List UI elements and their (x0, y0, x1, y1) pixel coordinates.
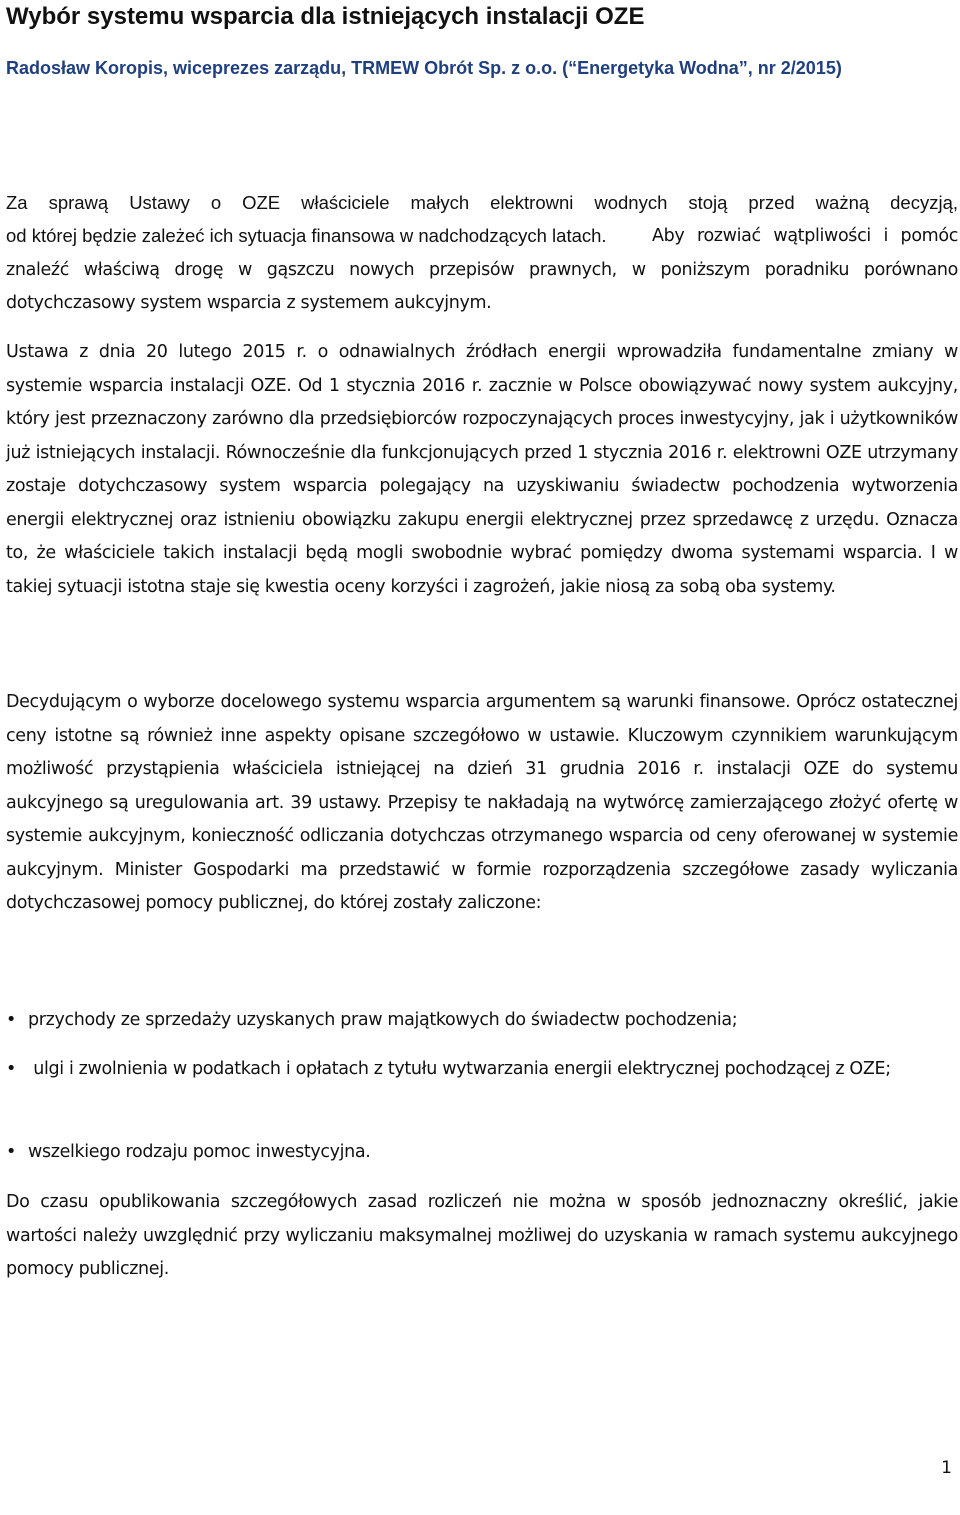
bullet-icon: • (6, 1142, 16, 1162)
paragraph-do-czasu: Do czasu opublikowania szczegółowych zasad rozliczeń nie można w sposób jednoznaczny określić, jakie wartości należy uwzględnić przy wyliczaniu maksymalnej możliwej do uzyskania w ramach systemu aukcyjnego pomocy publicznej. (6, 1192, 958, 1279)
bullet-icon: • (6, 1059, 16, 1079)
bullet-icon: • (6, 1010, 16, 1030)
list-item (6, 1136, 958, 1170)
list-item (6, 1053, 958, 1087)
document-page (6, 0, 958, 1515)
paragraph-aby-text: Aby rozwiać wątpliwości i pomóc znaleźć właściwą drogę w gąszczu nowych przepisów prawnych, w poniższym poradniku porównano dotychczasowy system wsparcia z systemem aukcyjnym. (6, 226, 958, 313)
article-title: Wybór systemu wsparcia dla istniejących instalacji OZE (6, 3, 645, 30)
list-item-text: ulgi i zwolnienia w podatkach i opłatach z tytułu wytwarzania energii elektrycznej pochodzącej z OZE; (28, 1059, 891, 1079)
lead-line-1: Za sprawą Ustawy o OZE właściciele małych elektrowni wodnych stoją przed ważną decyzją, (6, 192, 958, 213)
list-item (6, 1004, 958, 1038)
page-number: 1 (941, 1458, 952, 1478)
article-byline: Radosław Koropis, wiceprezes zarządu, TRMEW Obrót Sp. z o.o. (“Energetyka Wodna”, nr 2/2015) (6, 58, 842, 78)
list-item-text: wszelkiego rodzaju pomoc inwestycyjna. (28, 1142, 371, 1162)
paragraph-aby-rozwiac (6, 220, 958, 321)
lead-line-2: od której będzie zależeć ich sytuacja finansowa w nadchodzących latach. (6, 225, 607, 246)
paragraph-ustawa: Ustawa z dnia 20 lutego 2015 r. o odnawialnych źródłach energii wprowadziła fundamentalne zmiany w systemie wsparcia instalacji OZE. Od 1 stycznia 2016 r. zacznie w Polsce obowiązywać nowy system aukcyjny, który jest przeznaczony zarówno dla przedsiębiorców rozpoczynających proces inwestycyjny, jak i użytkowników już istniejących instalacji. Równocześnie dla funkcjonujących przed 1 stycznia 2016 r. elektrowni OZE utrzymany zostaje dotychczasowy system wsparcia polegający na uzyskiwaniu świadectw pochodzenia wytworzenia energii elektrycznej oraz istnieniu obowiązku zakupu energii elektrycznej przez sprzedawcę z urzędu. Oznacza to, że właściciele takich instalacji będą mogli swobodnie wybrać pomiędzy dwoma systemami wsparcia. I w takiej sytuacji istotna staje się kwestia oceny korzyści i zagrożeń, jakie niosą za sobą oba systemy. (6, 342, 958, 597)
list-item-text: przychody ze sprzedaży uzyskanych praw majątkowych do świadectw pochodzenia; (28, 1010, 738, 1030)
paragraph-decydujacym: Decydującym o wyborze docelowego systemu wsparcia argumentem są warunki finansowe. Oprócz ostatecznej ceny istotne są również inne aspekty opisane szczegółowo w ustawie. Kluczowym czynnikiem warunkującym możliwość przystąpienia właściciela istniejącej na dzień 31 grudnia 2016 r. instalacji OZE do systemu aukcyjnego są uregulowania art. 39 ustawy. Przepisy te nakładają na wytwórcę zamierzającego złożyć ofertę w systemie aukcyjnym, konieczność odliczania dotychczas otrzymanego wsparcia od ceny oferowanej w systemie aukcyjnym. Minister Gospodarki ma przedstawić w formie rozporządzenia szczegółowe zasady wyliczania dotychczasowej pomocy publicznej, do której zostały zaliczone: (6, 692, 958, 913)
